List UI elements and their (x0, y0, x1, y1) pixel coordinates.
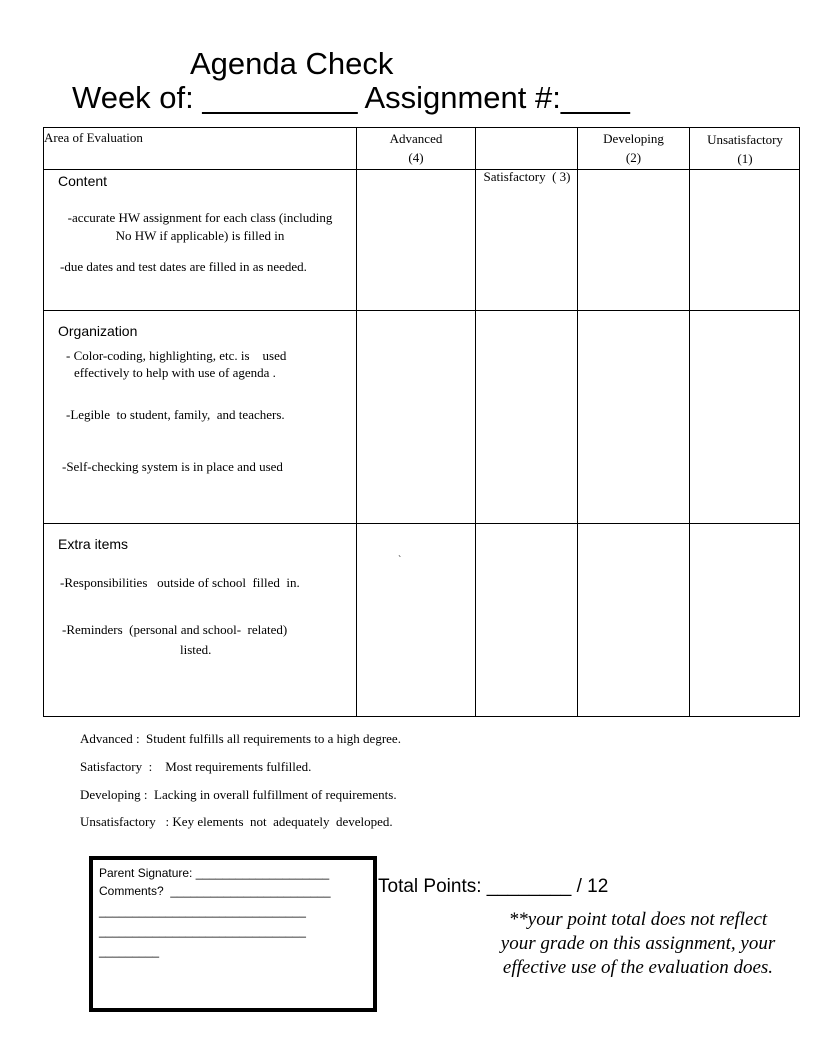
table-row-divider (43, 310, 800, 311)
table-border-right (799, 127, 800, 717)
table-col-divider (356, 127, 357, 717)
criterion-line: - Color-coding, highlighting, etc. is used (66, 348, 287, 363)
comments-line[interactable]: _______________________________ (99, 904, 306, 918)
column-header-label: Developing (603, 131, 664, 146)
parent-signature-box[interactable] (89, 856, 377, 1012)
criterion-line: effectively to help with use of agenda . (74, 365, 276, 380)
criterion-text (44, 209, 356, 245)
column-header-points: (1) (737, 151, 753, 166)
comments-line[interactable]: _________ (99, 944, 160, 958)
table-border-bottom (43, 716, 800, 717)
table-header-divider (43, 169, 800, 170)
column-header-unsatisfactory (690, 130, 800, 168)
criterion-line: -Responsibilities outside of school filled in. (60, 575, 300, 590)
criterion-text: -due dates and test dates are filled in as needed. (60, 259, 307, 274)
legend-item-developing: Developing : Lacking in overall fulfillment of requirements. (80, 787, 397, 802)
column-header-label: Advanced (389, 131, 443, 146)
column-header-advanced (357, 129, 475, 167)
table-col-divider (689, 127, 690, 717)
criterion-line: listed. (180, 642, 212, 657)
criterion-line: No HW if applicable) is filled in (115, 228, 285, 243)
week-assignment-line: Week of: _________ Assignment #:____ (72, 80, 630, 115)
comments-line[interactable]: _______________________________ (99, 924, 306, 938)
criterion-line: -Self-checking system is in place and used (62, 459, 283, 474)
column-header-satisfactory (476, 129, 578, 224)
table-border-top (43, 127, 800, 128)
criterion-line: -Reminders (personal and school- related) (62, 622, 288, 637)
stray-mark: ` (398, 555, 402, 566)
column-header-area: Area of Evaluation (44, 130, 143, 145)
legend-item-satisfactory: Satisfactory : Most requirements fulfilled. (80, 759, 312, 774)
legend-item-unsatisfactory: Unsatisfactory : Key elements not adequately developed. (80, 814, 393, 829)
page-title: Agenda Check (190, 46, 394, 81)
section-title-organization: Organization (58, 323, 138, 339)
table-row-divider (43, 523, 800, 524)
section-title-content: Content (58, 173, 108, 189)
column-header-developing (578, 129, 689, 167)
column-header-label: Satisfactory ( 3) (483, 169, 571, 184)
grade-note: **your point total does not reflect your grade on this assignment, your effective use of the evaluation does. (500, 909, 776, 978)
parent-signature-field[interactable]: Parent Signature: ____________________ (99, 866, 330, 880)
total-points: Total Points: ________ / 12 (378, 876, 609, 897)
column-header-label: Unsatisfactory (707, 132, 783, 147)
column-header-points: (4) (408, 150, 424, 165)
column-header-points: (2) (625, 150, 642, 165)
legend-item-advanced: Advanced : Student fulfills all requirements to a high degree. (80, 731, 401, 746)
criterion-line: -accurate HW assignment for each class (including (67, 210, 333, 225)
section-title-extra-items: Extra items (58, 536, 129, 552)
criterion-line: -Legible to student, family, and teachers. (66, 407, 285, 422)
comments-field[interactable]: Comments? ________________________ (99, 884, 331, 898)
